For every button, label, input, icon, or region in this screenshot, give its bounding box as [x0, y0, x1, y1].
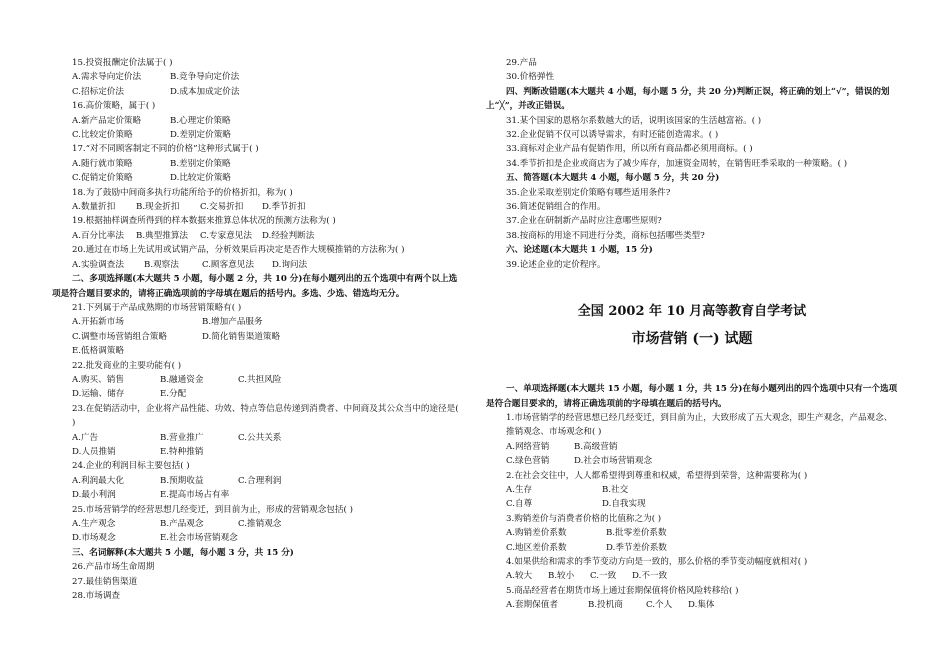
question-text: 26.产品市场生命周期	[72, 562, 155, 573]
question-text: 17.“对不同顾客制定不同的价格”这种形式属于( )	[72, 144, 259, 155]
option-label: D.不一致	[632, 571, 668, 582]
option-label: C.顾客意见法	[202, 259, 254, 270]
option-label: C.共担风险	[238, 374, 282, 385]
option-label: D.集体	[688, 600, 715, 611]
option-label: D.季节差价系数	[606, 542, 667, 553]
option-row	[486, 483, 898, 497]
option-label: D.最小利润	[72, 490, 116, 501]
option-row	[52, 85, 464, 99]
option-row	[52, 474, 464, 488]
option-row	[486, 569, 898, 583]
section-heading: 五、简答题(本大题共 4 小题，每小题 5 分，共 20 分)	[506, 173, 720, 184]
option-row	[52, 171, 464, 185]
option-label: A.购买、销售	[72, 374, 124, 385]
option-label: B.差别定价策略	[170, 158, 231, 169]
exam-subtitle: 市场营销 (一) 试题	[631, 331, 753, 348]
option-label: B.高级营销	[574, 441, 618, 452]
option-row	[52, 315, 464, 329]
option-row	[52, 344, 464, 358]
option-row	[52, 488, 464, 502]
question-text: 30.价格弹性	[506, 72, 555, 83]
question-text: 32.企业促销不仅可以诱导需求，有时还能创造需求。( )	[506, 130, 719, 141]
option-label: B.现金折扣	[136, 202, 180, 213]
option-label: A.数量折扣	[72, 202, 116, 213]
question-text: 39.论述企业的定价程序。	[506, 259, 606, 270]
option-label: B.融通资金	[160, 374, 204, 385]
option-label: A.开拓新市场	[72, 317, 124, 328]
section-heading: 四、判断改错题(本大题共 4 小题，每小题 5 分，共 20 分)判断正误，将正确的划上“√”，错误的划上“╳”，并改正错误。	[486, 86, 890, 112]
option-label: A.实验调查法	[72, 259, 124, 270]
option-label: D.人员推销	[72, 446, 116, 457]
option-label: B.预期收益	[160, 475, 204, 486]
option-label: B.批零差价系数	[606, 528, 667, 539]
option-label: D.经验判断法	[262, 230, 315, 241]
option-label: E.社会市场营销观念	[160, 533, 238, 544]
option-label: D.询问法	[272, 259, 308, 270]
option-label: D.自我实现	[602, 499, 646, 510]
option-label: B.观察法	[144, 259, 179, 270]
option-label: C.比较定价策略	[72, 130, 133, 141]
option-row	[486, 440, 898, 454]
option-row	[52, 330, 464, 344]
question-text: 36.简述促销组合的作用。	[506, 202, 606, 213]
option-label: D.运输、储存	[72, 389, 125, 400]
option-label: B.产品观念	[160, 519, 204, 529]
section-heading: 一、单项选择题(本大题共 15 小题，每小题 1 分，共 15 分)在每小题列出的四个选项中只有一个选项是符合题目要求的，请将正确选项前的字母填在题后的括号内。	[486, 384, 898, 409]
option-row	[52, 114, 464, 128]
option-label: D.社会市场营销观念	[574, 456, 653, 467]
option-row	[52, 229, 464, 243]
option-label: A.购销差价系数	[506, 528, 567, 539]
question-text: 37.企业在研制新产品时应注意哪些原则?	[506, 216, 662, 227]
option-label: C.促销定价策略	[72, 173, 133, 184]
option-label: C.合理利润	[238, 475, 282, 486]
option-label: A.随行就市策略	[72, 158, 133, 169]
option-label: C.绿色营销	[506, 456, 550, 467]
option-label: E.分配	[160, 389, 187, 400]
option-row	[52, 387, 464, 401]
option-row	[52, 531, 464, 545]
right-bottom-section	[486, 382, 898, 613]
option-label: A.需求导向定价法	[72, 72, 142, 83]
question-text: 25.市场营销学的经营思想几经变迁，到目前为止，形成的营销观念包括( )	[72, 504, 353, 515]
option-row	[486, 454, 898, 468]
option-label: D.比较定价策略	[170, 173, 231, 184]
option-label: B.投机商	[588, 600, 623, 611]
option-label: C.推销观念	[238, 519, 282, 529]
option-row	[486, 598, 898, 612]
option-label: A.套期保值者	[506, 600, 558, 611]
option-label: B.营业推广	[160, 432, 204, 443]
option-row	[52, 445, 464, 459]
option-label: D.成本加成定价法	[170, 86, 240, 97]
option-label: D.市场观念	[72, 533, 116, 544]
option-row	[486, 541, 898, 555]
option-label: C.自尊	[506, 499, 533, 510]
option-row	[52, 517, 464, 531]
option-row	[52, 431, 464, 445]
option-row	[52, 157, 464, 171]
option-label: E.提高市场占有率	[160, 490, 230, 501]
question-text: 5.商品经营者在期货市场上通过套期保值将价格风险转移给( )	[506, 585, 739, 596]
question-text: 15.投资报酬定价法属于( )	[72, 58, 173, 68]
question-text: 23.在促销活动中，企业将产品性能、功效、特点等信息传递到消费者、中间商及其公众当中的途径是( )	[72, 403, 459, 429]
option-row	[486, 526, 898, 540]
option-label: B.心理定价策略	[170, 115, 231, 126]
option-label: B.增加产品服务	[202, 317, 263, 328]
option-label: B.竞争导向定价法	[170, 72, 240, 83]
exam-title: 全国 2002 年 10 月高等教育自学考试	[577, 304, 807, 320]
option-label: E.特种推销	[160, 446, 204, 457]
option-row	[52, 70, 464, 84]
option-label: C.专家意见法	[200, 230, 252, 241]
option-label: D.简化销售渠道策略	[202, 331, 281, 342]
question-text: 27.最佳销售渠道	[72, 576, 138, 587]
option-label: A.新产品定价策略	[72, 115, 142, 126]
section-heading: 二、多项选择题(本大题共 5 小题，每小题 2 分，共 10 分)在每小题列出的五个选项中有两个以上选项是符合题目要求的，请将正确选项前的字母填在题后的括号内。多选、少选、错选均无分。	[52, 274, 458, 299]
option-label: D.季节折扣	[262, 202, 306, 213]
option-row	[52, 128, 464, 142]
option-label: C.地区差价系数	[506, 542, 567, 553]
option-label: A.百分比率法	[72, 230, 124, 241]
section-heading: 三、名词解释(本大题共 5 小题，每小题 3 分，共 15 分)	[72, 547, 294, 558]
option-label: B.较小	[548, 571, 575, 582]
option-label: A.较大	[506, 571, 533, 582]
question-text: 34.季节折扣是企业或商店为了减少库存，加速资金周转，在销售旺季采取的一种策略。( )	[506, 158, 848, 169]
option-label: A.生产观念	[72, 519, 116, 529]
question-text: 1.市场营销学的经营思想已经几经变迁，到目前为止，大致形成了五大观念，即生产观念，产品观念、推销观念、市场观念和( )	[506, 412, 893, 438]
question-text: 16.高价策略，属于( )	[72, 101, 156, 112]
option-label: A.利润最大化	[72, 475, 124, 486]
option-label: E.低格调策略	[72, 346, 124, 357]
option-label: C.一致	[590, 571, 617, 582]
question-text: 2.在社会交往中，人人都希望得到尊重和权威，希望得到荣誉，这种需要称为( )	[506, 470, 808, 481]
section-heading: 六、论述题(本大题共 1 小题，15 分)	[506, 245, 653, 256]
option-label: B.社交	[602, 484, 629, 495]
question-text: 22.批发商业的主要功能有( )	[72, 360, 182, 371]
question-text: 3.购销差价与消费者价格的比值称之为( )	[506, 513, 662, 524]
option-row	[52, 258, 464, 272]
option-label: C.公共关系	[238, 432, 282, 443]
right-top-section	[486, 56, 898, 272]
question-text: 19.根据抽样调查所得到的样本数据来推算总体状况的预测方法称为( )	[72, 216, 336, 227]
right-column	[486, 56, 898, 613]
question-text: 28.市场调查	[72, 591, 121, 602]
option-label: C.调整市场营销组合策略	[72, 331, 167, 342]
question-text: 35.企业采取差别定价策略有哪些适用条件?	[506, 187, 671, 198]
option-row	[52, 373, 464, 387]
option-label: A.网络营销	[506, 441, 550, 452]
option-label: C.交易折扣	[200, 202, 244, 213]
option-label: A.广告	[72, 432, 99, 443]
question-text: 4.如果供给和需求的季节变动方向是一致的，那么价格的季节变动幅度就相对( )	[506, 556, 808, 567]
option-label: D.差别定价策略	[170, 130, 231, 141]
question-text: 20.通过在市场上先试用或试销产品，分析效果后再决定是否作大规模推销的方法称为( )	[72, 245, 405, 256]
option-label: C.个人	[646, 600, 673, 611]
question-text: 31.某个国家的恩格尔系数越大的话，说明该国家的生活越富裕。( )	[506, 115, 762, 126]
question-text: 29.产品	[506, 58, 537, 68]
question-text: 24.企业的利润目标主要包括( )	[72, 461, 190, 472]
option-row	[486, 497, 898, 511]
question-text: 38.按商标的用途不同进行分类，商标包括哪些类型?	[506, 230, 705, 241]
question-text: 18.为了鼓励中间商多执行功能所给予的价格折扣，称为( )	[72, 187, 293, 198]
option-label: C.招标定价法	[72, 86, 124, 97]
question-text: 33.商标对企业产品有促销作用，所以所有商品都必须用商标。( )	[506, 144, 753, 155]
option-label: A.生存	[506, 484, 533, 495]
question-text: 21.下列属于产品成熟期的市场营销策略有( )	[72, 302, 242, 313]
option-row	[52, 200, 464, 214]
left-column	[52, 56, 464, 603]
option-label: B.典型推算法	[136, 230, 189, 241]
